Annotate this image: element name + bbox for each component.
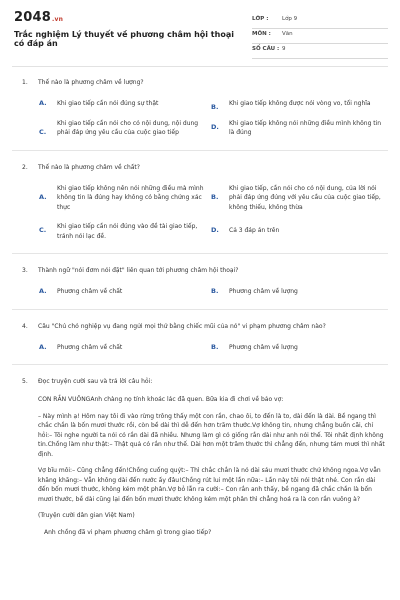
site-logo[interactable]: 2048.vn — [14, 10, 64, 25]
option-letter: A. — [39, 99, 47, 107]
option-row — [0, 287, 400, 297]
option-d[interactable] — [209, 222, 387, 241]
question-stem — [0, 163, 400, 172]
option-a[interactable] — [37, 343, 209, 353]
option-row — [0, 222, 400, 241]
option-a[interactable] — [37, 287, 209, 297]
option-letter: A. — [39, 192, 47, 201]
option-letter: B. — [211, 287, 219, 295]
meta-label: SỐ CÂU : — [252, 46, 280, 52]
option-text: Khi giao tiếp không nói những điều mình không tin là đúng — [229, 119, 382, 136]
question-number: 4. — [22, 322, 28, 330]
option-d[interactable] — [209, 119, 387, 138]
story-paragraph: Vợ bĩu môi:– Cũng chẳng đến!Chồng cuống quýt:– Thì chắc chắn là nó dài sáu mươi thước chứ không ngoa.Vợ vẫn khăng khăng:– Vẫn không dài đến nước ấy đâu!Chồng rút lui một lần nữa:– Lần này tôi nói thật nhé. Con rắn dài đến bốn mươi thước, không kém một phân.Vợ bỏ lẫn ra cười:– Con rắn anh thấy, bề ngang đã chắc chắn là bốn mươi thước, bề dài cũng lại đến bốn mươi thước không kém một phân thì chẳng hoá ra là con rắn vuông à? — [38, 467, 381, 503]
header-divider — [12, 66, 388, 67]
question-text: Thế nào là phương châm về chất? — [38, 163, 140, 171]
option-letter: C. — [39, 127, 47, 136]
meta-label: MÔN : — [252, 31, 271, 37]
story-title-paragraph: CON RẮN VUÔNGAnh chàng nọ tính khoác lác đã quen. Bữa kia đi chơi về bảo vợ: — [38, 396, 284, 403]
option-text: Khi giao tiếp, cần nói cho có nội dung, của lời nói phải đáp ứng đúng với yêu cầu của cuộc giao tiếp, không thiếu, không thừa — [229, 184, 381, 211]
option-text: Cả 3 đáp án trên — [229, 227, 280, 234]
option-c[interactable] — [37, 119, 209, 138]
option-text: Khi giao tiếp cần nói cho có nội dung, nội dung phải đáp ứng yêu cầu của cuộc giao tiếp — [57, 119, 199, 136]
page-title: Trắc nghiệm Lý thuyết về phương châm hội thoại có đáp án — [14, 30, 234, 48]
option-text: Khi giao tiếp không nên nói những điều mà mình không tin là đúng hay không có bằng chứng xác thực — [57, 184, 204, 211]
meta-value: Lớp 9 — [282, 16, 298, 22]
story-paragraph: – Này mình ạ! Hôm nay tôi đi vào rừng trông thấy một con rắn, chao ôi, to đến là to, dài đến là dài. Bề ngang thì chắc chắn là bốn mươi thước rồi, còn bề dài thì dễ đến hơn trăm thước.Vợ không tin, nhưng chẳng buồn cãi, chỉ hỏi:– Tôi nghe người ta nói có rắn dài đã nhiều. Nhưng làm gì có giống rắn dài như anh nói thế. Tôi nhất định không tin.Chồng làm như thật:– Thật quả có rắn như thế. Dài hơn một trăm thước thì chẳng đến, nhưng tám mươi thì nhất định. — [38, 412, 385, 458]
question-number: 5. — [22, 378, 28, 385]
meta-value: 9 — [282, 46, 286, 52]
option-letter: B. — [211, 192, 219, 201]
option-text: Phương châm về chất — [57, 343, 123, 351]
option-b[interactable] — [209, 287, 387, 297]
option-b[interactable] — [209, 99, 387, 109]
option-letter: A. — [39, 342, 47, 351]
question-stem — [0, 322, 400, 331]
question-number: 3. — [22, 267, 28, 274]
option-c[interactable] — [37, 222, 209, 241]
option-b[interactable] — [209, 184, 387, 213]
option-text: Phương châm về lượng — [229, 288, 298, 295]
option-a[interactable] — [37, 184, 209, 213]
question-text: Đọc truyện cười sau và trả lời câu hỏi: — [38, 378, 153, 385]
question-1 — [0, 78, 400, 138]
meta-row-count — [252, 44, 388, 59]
question-stem — [0, 377, 400, 386]
question-divider — [12, 150, 388, 151]
question-5 — [0, 377, 400, 537]
option-b[interactable] — [209, 343, 387, 353]
question-divider — [12, 364, 388, 365]
option-letter: C. — [39, 226, 47, 234]
question-text: Thành ngữ "nói đơm nói đặt" liên quan tới phương châm hội thoại? — [38, 267, 239, 274]
question-prompt: Anh chồng đã vi phạm phương châm gì trong giao tiếp? — [44, 528, 212, 536]
option-text: Khi giao tiếp cần nói đúng sự thật — [57, 100, 159, 107]
question-stem — [0, 78, 400, 87]
option-row — [0, 343, 400, 353]
option-row — [0, 119, 400, 138]
option-row — [0, 184, 400, 213]
option-letter: D. — [211, 226, 219, 234]
option-text: Phương châm về lượng — [229, 343, 298, 351]
meta-label: LỚP : — [252, 16, 269, 22]
question-number: 1. — [22, 79, 28, 86]
meta-value: Văn — [282, 31, 293, 37]
question-stem — [0, 266, 400, 275]
question-divider — [12, 309, 388, 310]
question-list — [0, 78, 400, 537]
question-2 — [0, 163, 400, 242]
question-divider — [12, 253, 388, 254]
page-header — [0, 0, 400, 58]
question-number: 2. — [22, 163, 28, 171]
story-source: (Truyện cười dân gian Việt Nam) — [38, 512, 135, 519]
option-letter: B. — [211, 103, 219, 111]
meta-row-subject — [252, 29, 388, 44]
option-row — [0, 99, 400, 109]
question-text: Câu "Chú chó nghiệp vụ đang ngửi mọi thứ bằng chiếc mũi của nó" vi phạm phương châm nào? — [38, 322, 326, 330]
option-letter: D. — [211, 122, 219, 131]
meta-row-grade — [252, 14, 388, 29]
option-a[interactable] — [37, 99, 209, 109]
quiz-meta — [252, 14, 388, 59]
question-4 — [0, 322, 400, 353]
option-text: Phương châm về chất — [57, 288, 123, 295]
option-text: Khi giao tiếp không được nói vòng vo, tối nghĩa — [229, 100, 371, 107]
question-text: Thế nào là phương châm về lượng? — [38, 79, 144, 86]
option-letter: B. — [211, 342, 219, 351]
question-3 — [0, 266, 400, 297]
option-letter: A. — [39, 287, 47, 295]
option-text: Khi giao tiếp cần nói đúng vào đề tài giao tiếp, tránh nói lạc đề. — [57, 223, 198, 240]
